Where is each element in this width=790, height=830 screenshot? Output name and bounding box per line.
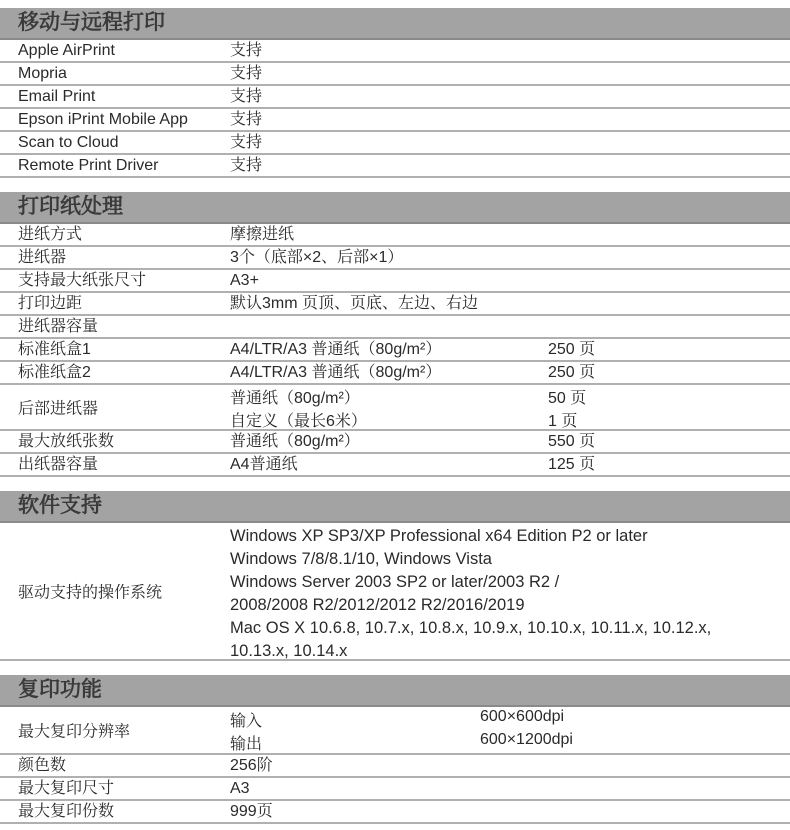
row-label: 进纸器容量 <box>18 318 99 335</box>
os-line: Mac OS X 10.6.8, 10.7.x, 10.8.x, 10.9.x, 10.10.x, 10.11.x, 10.12.x, <box>230 619 712 637</box>
row-label: 进纸方式 <box>18 226 83 243</box>
table-row <box>0 63 790 86</box>
row-qty: 250 页 <box>548 364 596 381</box>
section-header: 软件支持 <box>0 491 790 523</box>
table-row <box>0 755 790 778</box>
table-row <box>0 385 790 431</box>
table-row <box>0 293 790 316</box>
row-label: Mopria <box>18 65 67 82</box>
row-value: 摩擦进纸 <box>230 226 295 243</box>
row-label: 后部进纸器 <box>18 400 99 418</box>
table-row <box>0 270 790 293</box>
row-label: Apple AirPrint <box>18 42 115 59</box>
table-row <box>0 523 790 661</box>
os-line: Windows Server 2003 SP2 or later/2003 R2 / <box>230 573 560 591</box>
row-value: 普通纸（80g/m²） <box>230 433 360 450</box>
table-row <box>0 155 790 178</box>
row-value: A4/LTR/A3 普通纸（80g/m²） <box>230 364 442 381</box>
row-value: 输出 <box>230 736 263 753</box>
section-header: 打印纸处理 <box>0 192 790 224</box>
table-row <box>0 247 790 270</box>
row-value: 支持 <box>230 157 263 174</box>
table-row <box>0 316 790 339</box>
section-mobile-printing <box>0 8 790 178</box>
row-label: 最大放纸张数 <box>18 433 115 450</box>
row-value: A4/LTR/A3 普通纸（80g/m²） <box>230 341 442 358</box>
row-label: 颜色数 <box>18 757 67 774</box>
row-label: 驱动支持的操作系统 <box>18 584 163 602</box>
table-row <box>0 86 790 109</box>
row-value: 默认3mm 页顶、页底、左边、右边 <box>230 295 479 312</box>
row-value: A4普通纸 <box>230 456 298 473</box>
row-value: 256阶 <box>230 757 273 774</box>
row-label: Remote Print Driver <box>18 157 159 174</box>
os-line: Windows 7/8/8.1/10, Windows Vista <box>230 550 492 568</box>
table-row <box>0 109 790 132</box>
os-line: 10.13.x, 10.14.x <box>230 642 348 660</box>
table-row <box>0 40 790 63</box>
row-qty: 50 页 <box>548 390 587 407</box>
table-row <box>0 801 790 824</box>
row-value: 支持 <box>230 111 263 128</box>
row-value: 自定义（最长6米） <box>230 413 367 430</box>
row-qty: 1 页 <box>548 413 578 430</box>
table-row <box>0 339 790 362</box>
section-copy-function <box>0 675 790 824</box>
row-value: 支持 <box>230 134 263 151</box>
os-list <box>230 525 711 663</box>
row-value: A3+ <box>230 272 259 289</box>
row-label: 标准纸盒2 <box>18 364 91 381</box>
table-row <box>0 454 790 477</box>
row-label: Epson iPrint Mobile App <box>18 111 188 128</box>
row-label: 最大复印份数 <box>18 803 115 820</box>
row-value: 输入 <box>230 713 263 730</box>
os-line: 2008/2008 R2/2012/2012 R2/2016/2019 <box>230 596 525 614</box>
row-label: 标准纸盒1 <box>18 341 91 358</box>
section-paper-handling <box>0 192 790 477</box>
row-label: 打印边距 <box>18 295 83 312</box>
row-label: 最大复印分辨率 <box>18 723 131 741</box>
table-row <box>0 362 790 385</box>
row-value: 支持 <box>230 42 263 59</box>
row-value: 3个（底部×2、后部×1） <box>230 249 404 266</box>
table-row <box>0 431 790 454</box>
row-qty: 250 页 <box>548 341 596 358</box>
row-value: 支持 <box>230 65 263 82</box>
row-value: 支持 <box>230 88 263 105</box>
row-value: 999页 <box>230 803 273 820</box>
os-line: Windows XP SP3/XP Professional x64 Edition P2 or later <box>230 527 648 545</box>
table-row <box>0 778 790 801</box>
row-label: 进纸器 <box>18 249 67 266</box>
row-label: Scan to Cloud <box>18 134 119 151</box>
row-label: Email Print <box>18 88 96 105</box>
row-qty: 550 页 <box>548 433 596 450</box>
section-software-support <box>0 491 790 661</box>
row-qty: 125 页 <box>548 456 596 473</box>
section-header: 复印功能 <box>0 675 790 707</box>
row-label: 最大复印尺寸 <box>18 780 115 797</box>
row-value: A3 <box>230 780 250 797</box>
table-row <box>0 707 790 755</box>
row-qty: 600×1200dpi <box>480 731 573 748</box>
section-header: 移动与远程打印 <box>0 8 790 40</box>
table-row <box>0 132 790 155</box>
row-label: 出纸器容量 <box>18 456 99 473</box>
table-row <box>0 224 790 247</box>
row-label: 支持最大纸张尺寸 <box>18 272 147 289</box>
row-value: 普通纸（80g/m²） <box>230 390 360 407</box>
row-qty: 600×600dpi <box>480 708 565 725</box>
